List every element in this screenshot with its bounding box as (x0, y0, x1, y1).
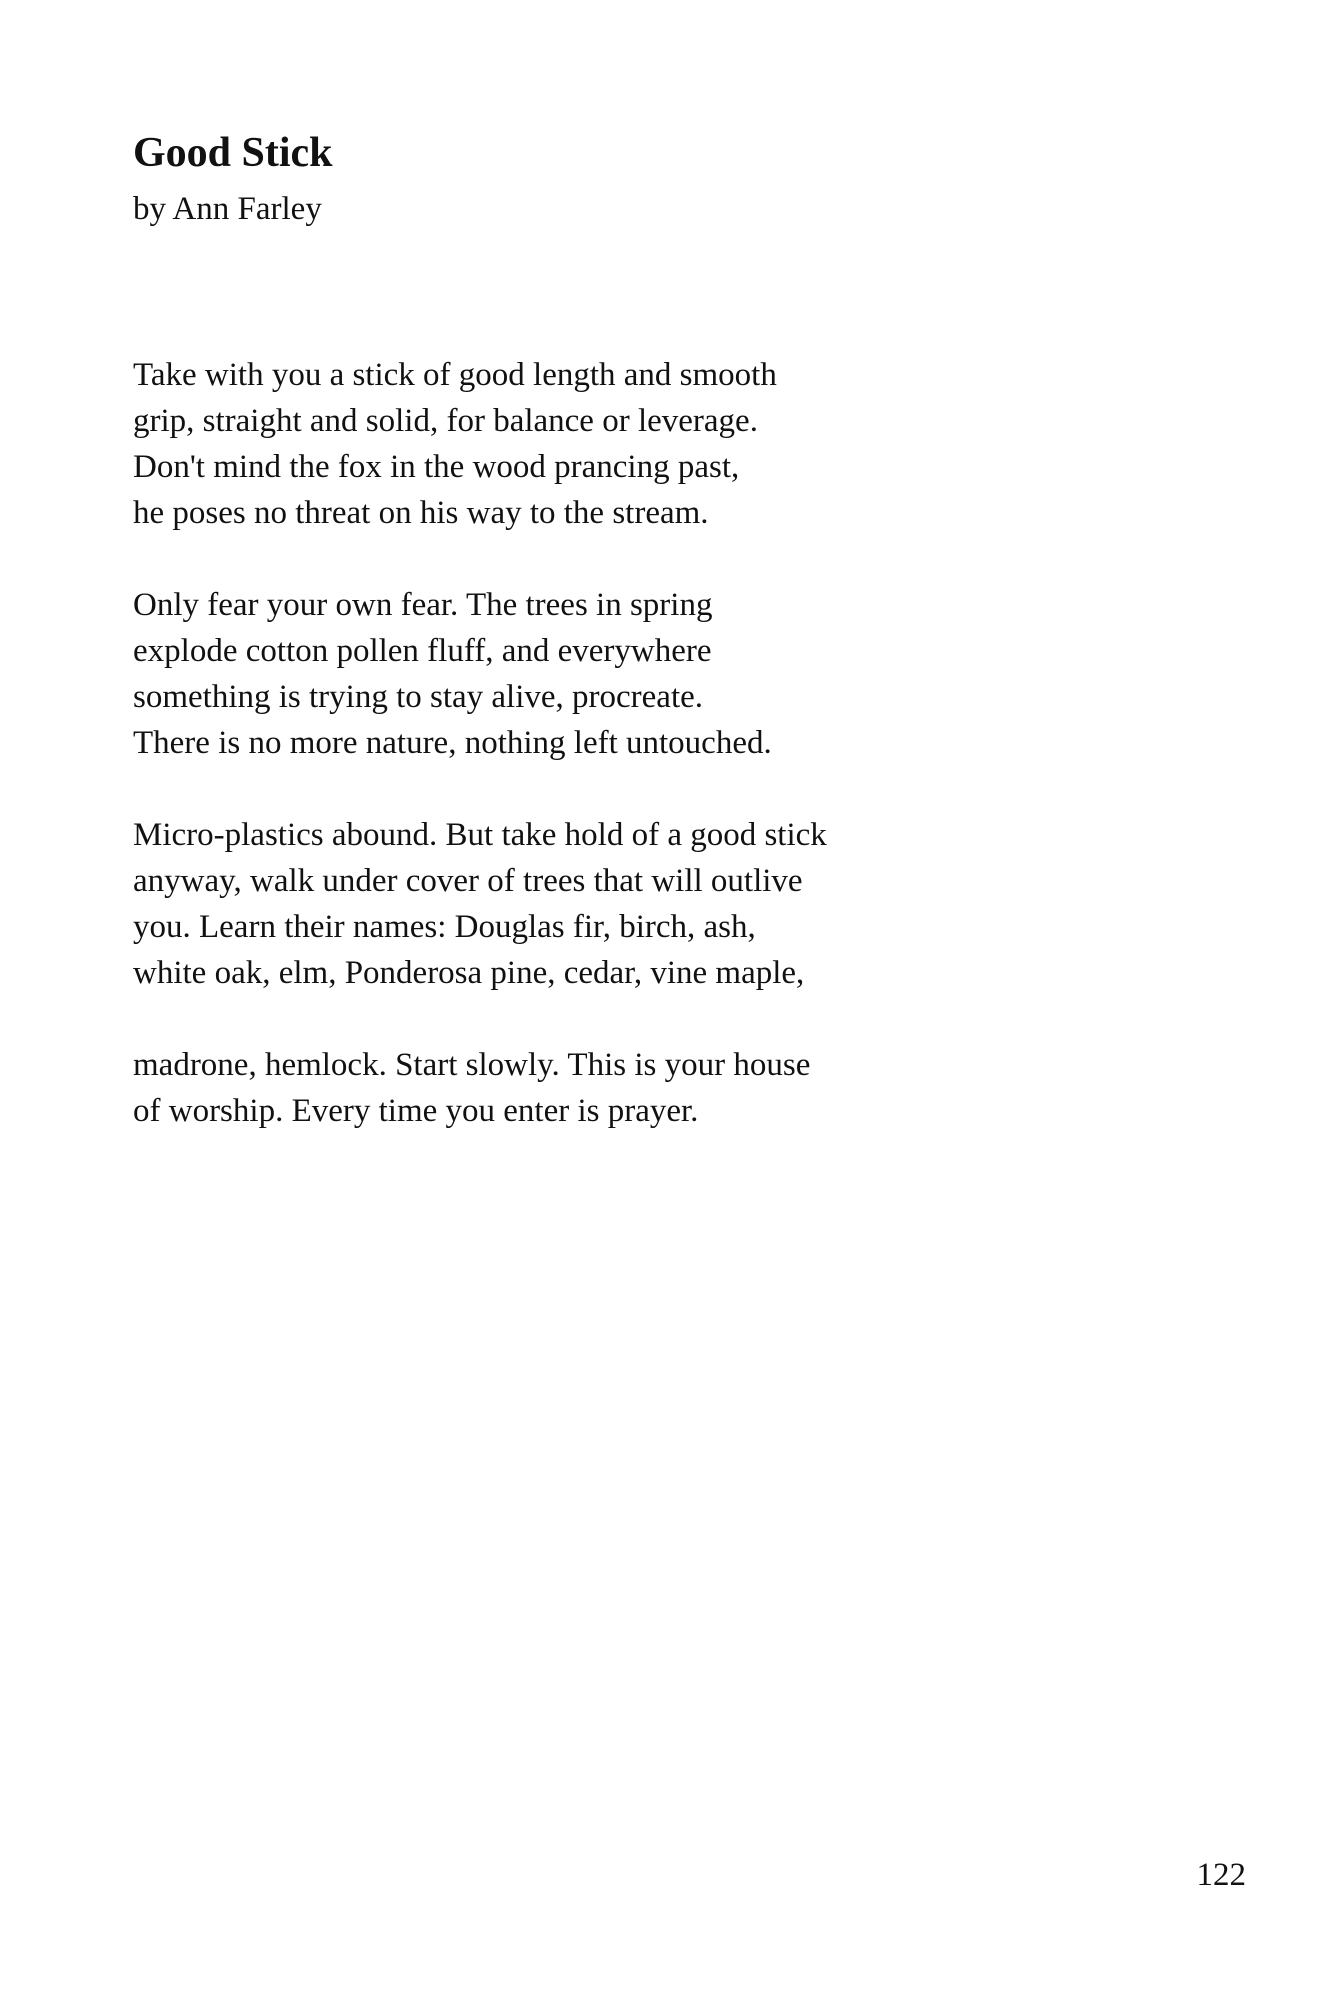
poem-line: Micro-plastics abound. But take hold of a good stick (133, 817, 827, 853)
stanza-3 (133, 812, 1033, 996)
poem-line: something is trying to stay alive, procreate. (133, 679, 704, 715)
poem-body (133, 352, 1033, 1180)
poem-line: anyway, walk under cover of trees that will outlive (133, 863, 803, 899)
poem-byline: by Ann Farley (133, 191, 322, 227)
poem-line: white oak, elm, Ponderosa pine, cedar, vine maple, (133, 955, 805, 991)
poem-line: Only fear your own fear. The trees in spring (133, 587, 713, 623)
poem-line: of worship. Every time you enter is prayer. (133, 1093, 699, 1129)
stanza-1 (133, 352, 1033, 536)
poem-line: There is no more nature, nothing left untouched. (133, 725, 772, 761)
poem-line: he poses no threat on his way to the stream. (133, 495, 709, 531)
poem-line: grip, straight and solid, for balance or leverage. (133, 403, 758, 439)
stanza-4 (133, 1042, 1033, 1134)
poem-line: you. Learn their names: Douglas fir, birch, ash, (133, 909, 756, 945)
poem-line: madrone, hemlock. Start slowly. This is your house (133, 1047, 811, 1083)
page-number: 122 (1196, 1857, 1246, 1893)
stanza-2 (133, 582, 1033, 766)
poem-line: explode cotton pollen fluff, and everywhere (133, 633, 712, 669)
poem-title: Good Stick (133, 130, 333, 176)
poem-line: Don't mind the fox in the wood prancing past, (133, 449, 740, 485)
poem-line: Take with you a stick of good length and smooth (133, 357, 777, 393)
